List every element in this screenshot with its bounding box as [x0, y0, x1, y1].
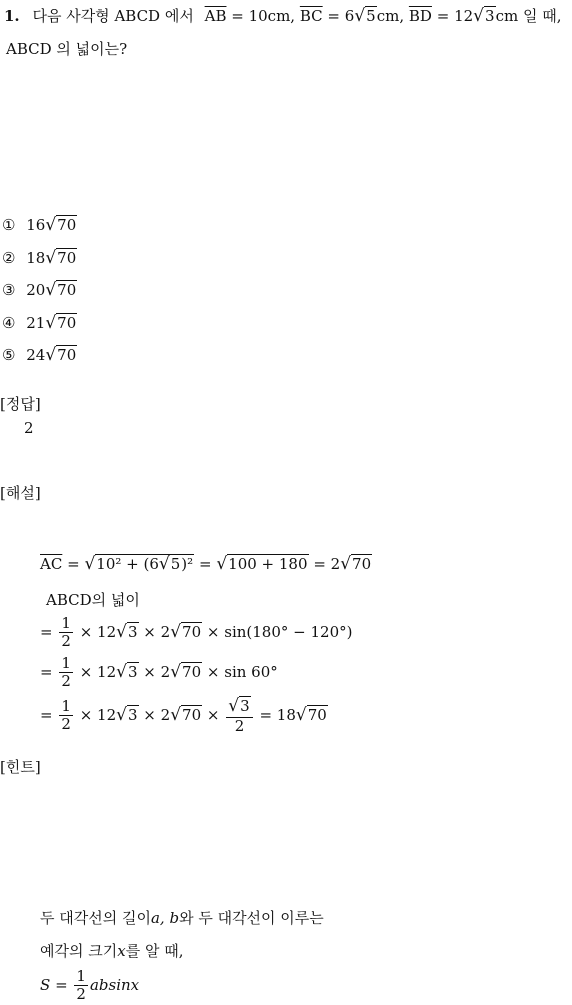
- choice-coef: 18: [26, 249, 46, 267]
- segment-bd-coef: = 12: [436, 7, 474, 25]
- hint-line-1: 두 대각선의 길이a, b와 두 대각선이 이루는: [40, 909, 324, 927]
- segment-bc-unit: cm,: [376, 7, 405, 25]
- segment-ab-label: $\overline{AB}$: [204, 7, 227, 25]
- result-sqrt: √70: [340, 554, 372, 574]
- choice-2[interactable]: [2, 250, 77, 267]
- choice-coef: 20: [26, 281, 46, 299]
- segment-bd-sqrt: √3: [473, 6, 495, 26]
- segment-bc-label: $\overline{BC}$: [299, 7, 323, 25]
- equals-sign: =: [67, 555, 80, 573]
- solution-header: [해설]: [0, 484, 41, 502]
- equals-coef: = 2: [313, 555, 341, 573]
- solution-line-ac: [40, 556, 372, 573]
- answer-header: [정답]: [0, 395, 41, 413]
- question-line-2: ABCD 의 넓이는?: [6, 40, 128, 58]
- segment-bd-label: $\overline{BD}$: [408, 7, 432, 25]
- segment-bc-coef: = 6: [327, 7, 355, 25]
- choice-sqrt: √70: [45, 345, 77, 365]
- choice-5[interactable]: [2, 347, 77, 364]
- half-fraction: $\frac{1}{2}$: [61, 697, 71, 734]
- segment-bd-unit: cm 일 때,: [495, 7, 562, 25]
- hint-header: [힌트]: [0, 758, 41, 776]
- question-text: 다음 사각형 ABCD 에서: [32, 7, 194, 25]
- segment-bc-sqrt: √5: [354, 6, 376, 26]
- choice-mark: ⑤: [2, 346, 16, 364]
- half-fraction: $\frac{1}{2}$: [61, 614, 71, 651]
- sum-sqrt: √100 + 180: [216, 554, 308, 574]
- choice-sqrt: √70: [45, 280, 77, 300]
- choice-sqrt: √70: [45, 248, 77, 268]
- solution-step-2: = $\frac{1}{2}$ × 12√3 × 2√70 × sin 60°: [40, 654, 278, 691]
- outer-sqrt: √10² + (6√5)²: [84, 554, 194, 574]
- choice-coef: 16: [26, 216, 46, 234]
- solution-step-1: = $\frac{1}{2}$ × 12√3 × 2√70 × sin(180° − 120°): [40, 614, 353, 651]
- choice-mark: ②: [2, 249, 16, 267]
- choice-3[interactable]: [2, 282, 77, 299]
- choice-mark: ①: [2, 216, 16, 234]
- choice-1[interactable]: [2, 217, 77, 234]
- choice-4[interactable]: [2, 315, 77, 332]
- solution-area-label: ABCD의 넓이: [46, 591, 140, 609]
- hint-line-2: 예각의 크기x를 알 때,: [40, 942, 184, 960]
- hint-formula: S = $\frac{1}{2}$ absinx: [40, 967, 140, 1004]
- choice-mark: ③: [2, 281, 16, 299]
- solution-step-3: = $\frac{1}{2}$ × 12√3 × 2√70 × $\frac{√3}{2}$ = 18√70: [40, 696, 327, 735]
- choice-sqrt: √70: [45, 215, 77, 235]
- equals-sign: =: [198, 555, 212, 573]
- choice-coef: 24: [26, 346, 46, 364]
- segment-ac-label: $\overline{AC}$: [40, 555, 63, 573]
- sqrt3-over-2-fraction: $\frac{√3}{2}$: [226, 697, 252, 735]
- half-fraction: $\frac{1}{2}$: [61, 654, 71, 691]
- question-line-1: [4, 8, 561, 25]
- choice-sqrt: √70: [45, 313, 77, 333]
- choice-mark: ④: [2, 314, 16, 332]
- segment-ab-value: = 10cm,: [231, 7, 296, 25]
- question-number: 1.: [4, 7, 20, 25]
- choice-coef: 21: [26, 314, 46, 332]
- answer-value: 2: [24, 419, 34, 437]
- half-fraction: $\frac{1}{2}$: [76, 967, 86, 1004]
